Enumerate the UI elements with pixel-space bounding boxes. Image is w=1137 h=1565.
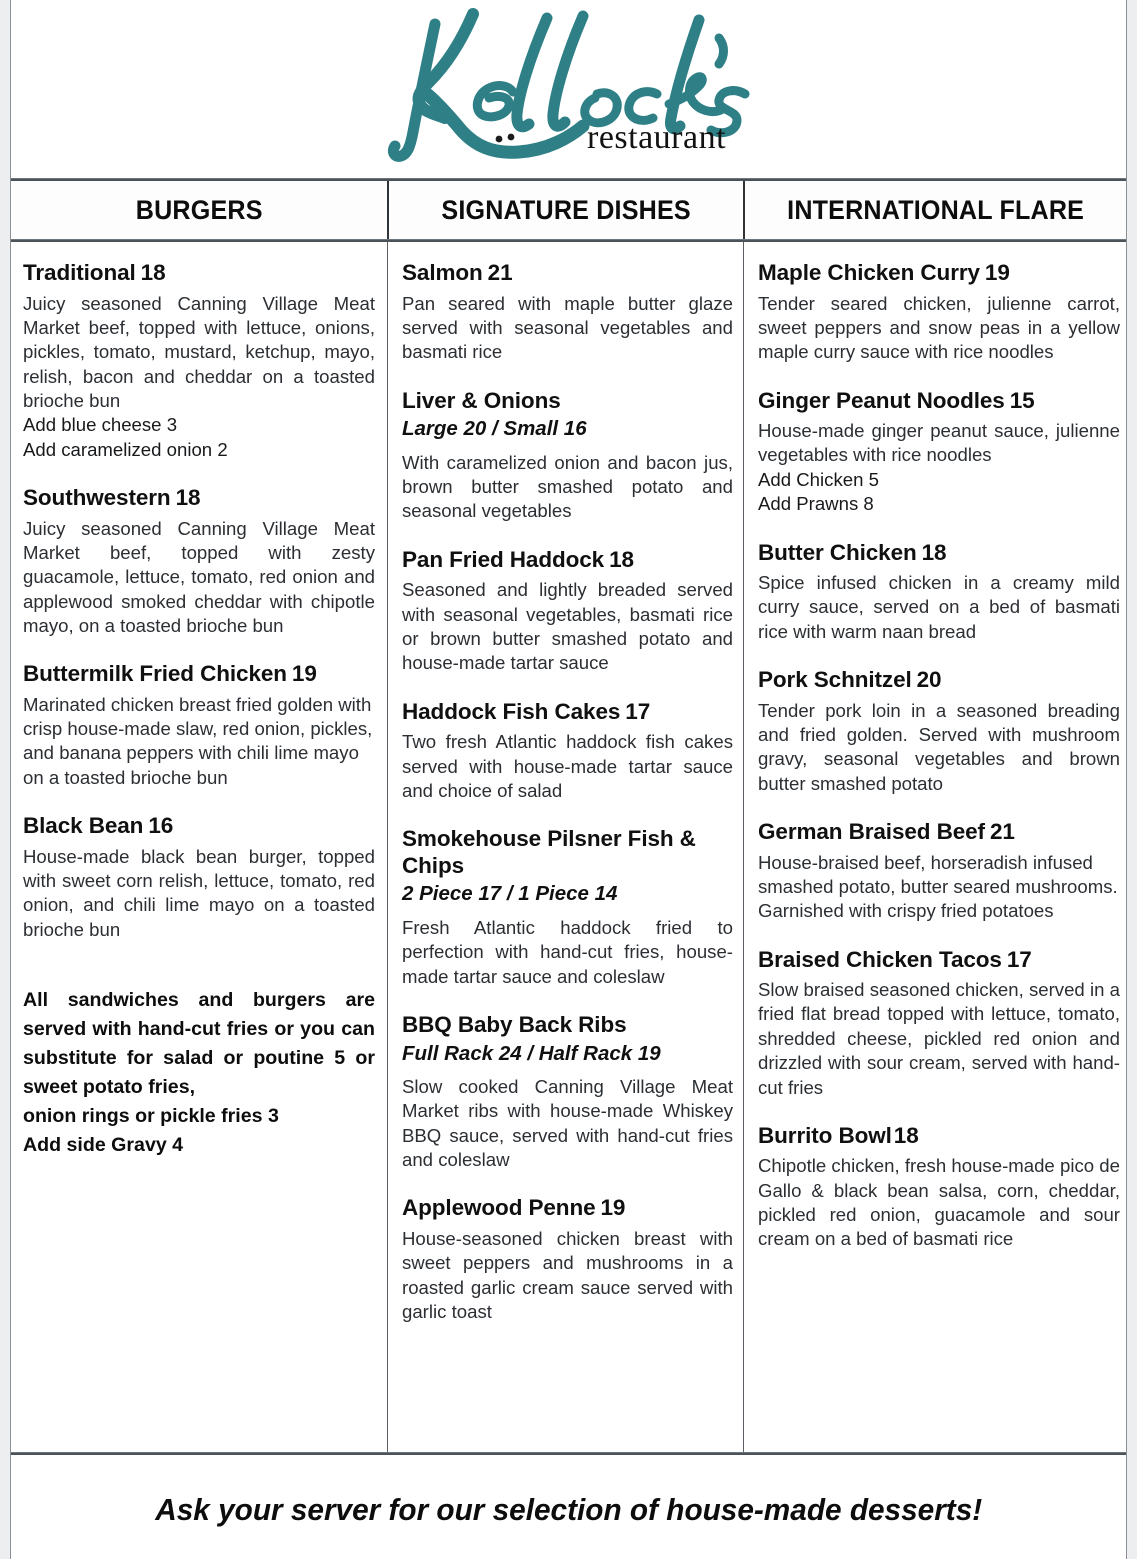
- menu-item: [758, 1123, 1120, 1252]
- menu-item-price: 17: [625, 698, 651, 724]
- menu-item-name: [758, 388, 1120, 415]
- category-title: SIGNATURE DISHES: [441, 194, 691, 225]
- menu-item-title: Southwestern: [23, 484, 171, 510]
- menu-item-addon: Add Prawns 8: [758, 493, 874, 515]
- menu-item-description: House-made ginger peanut sauce, julienne vegetables with rice noodles: [758, 420, 1120, 466]
- menu-item-title: Pork Schnitzel: [758, 667, 912, 693]
- menu-item-price: 18: [175, 484, 201, 510]
- menu-item-description: Two fresh Atlantic haddock fish cakes served with house-made tartar sauce and choice of salad: [402, 731, 733, 801]
- menu-item: [23, 661, 375, 790]
- menu-item-description: Spice infused chicken in a creamy mild curry sauce, served on a bed of basmati rice with warm naan bread: [758, 572, 1120, 642]
- menu-item-title: Traditional: [23, 260, 136, 285]
- menu-item-price: 18: [893, 1122, 919, 1148]
- menu-item-name: [758, 260, 1120, 287]
- menu-item-description: Tender pork loin in a seasoned breading and fried golden. Served with mushroom gravy, seasonal vegetables and brown butter smashed potato: [758, 699, 1120, 794]
- menu-item: [402, 260, 733, 365]
- category-title: BURGERS: [135, 194, 263, 225]
- kellocks-logo-icon: [369, 2, 769, 174]
- menu-item: [402, 388, 733, 524]
- menu-item-title: Smokehouse Pilsner Fish & Chips: [402, 826, 696, 878]
- menu-item-description: Seasoned and lightly breaded served with seasonal vegetables, basmati rice or brown butter smashed potato and house-made tartar sauce: [402, 579, 733, 674]
- menu-item-name: [758, 947, 1120, 974]
- category-header-international-flare: [743, 181, 1126, 239]
- menu-item-description: House-made black bean burger, topped with sweet corn relish, lettuce, tomato, red onion, and chili lime mayo on a toasted brioche bun: [23, 845, 375, 940]
- menu-item: [758, 947, 1120, 1100]
- menu-item-description: Marinated chicken breast fried golden with crisp house-made slaw, red onion, pickles, and banana peppers with chili lime mayo on a toasted brioche bun: [23, 693, 373, 788]
- category-header-row: [11, 181, 1126, 239]
- menu-item-description: With caramelized onion and bacon jus, brown butter smashed potato and seasonal vegetables: [402, 451, 733, 522]
- menu-item: [402, 699, 733, 804]
- menu-item-price: 18: [609, 546, 634, 572]
- menu-item-price: 19: [600, 1195, 626, 1221]
- menu-item-description: House-braised beef, horseradish infused smashed potato, butter seared mushrooms. Garnished with crispy fried potatoes: [758, 851, 1118, 922]
- menu-item-description: Slow cooked Canning Village Meat Market ribs with house-made Whiskey BBQ sauce, served with hand-cut fries and coleslaw: [402, 1076, 733, 1171]
- menu-item: [402, 826, 733, 989]
- menu-item-description: House-seasoned chicken breast with sweet peppers and mushrooms in a roasted garlic cream sauce served with garlic toast: [402, 1228, 733, 1323]
- menu-item-title: Maple Chicken Curry: [758, 260, 980, 285]
- menu-item: [23, 813, 375, 942]
- menu-item-title: German Braised Beef: [758, 819, 985, 844]
- menu-item-description: Slow braised seasoned chicken, served in a fried flat bread topped with lettuce, tomato, shredded cheese, pickled red onion and drizzled with sour cream, served with hand-cut fries: [758, 979, 1120, 1098]
- menu-body: [11, 242, 1126, 1452]
- menu-item-title: Ginger Peanut Noodles: [758, 387, 1005, 413]
- menu-item-price-options: Full Rack 24 / Half Rack 19: [402, 1041, 661, 1065]
- menu-item: [758, 260, 1120, 365]
- menu-column-international-flare: [743, 242, 1126, 1452]
- menu-item-description: Juicy seasoned Canning Village Meat Market beef, topped with zesty guacamole, lettuce, tomato, red onion and applewood smoked cheddar with chipotle mayo, on a toasted brioche bun: [23, 517, 375, 636]
- menu-item-name: [402, 1195, 733, 1222]
- menu-item-title: Burrito Bowl: [758, 1122, 892, 1148]
- menu-item-name: [402, 260, 733, 287]
- menu-item-name: [23, 661, 375, 688]
- menu-item-name: [758, 667, 1120, 694]
- menu-item-title: Braised Chicken Tacos: [758, 946, 1002, 972]
- menu-item: [758, 819, 1120, 924]
- menu-item-description: Pan seared with maple butter glaze served with seasonal vegetables and basmati rice: [402, 292, 733, 363]
- logo-band: [11, 0, 1126, 178]
- menu-sheet: [10, 0, 1127, 1559]
- menu-item-price: 19: [984, 260, 1010, 285]
- menu-item-title: Applewood Penne: [402, 1195, 596, 1221]
- menu-item-price: 21: [989, 819, 1015, 844]
- menu-item-addon: Add blue cheese 3: [23, 414, 178, 436]
- burgers-sides-note-tail: onion rings or pickle fries 3 Add side Gravy 4: [23, 1105, 279, 1156]
- menu-item-price: 16: [148, 813, 174, 839]
- menu-item: [402, 547, 733, 676]
- menu-column-burgers: [11, 242, 387, 1452]
- menu-item-name: [402, 699, 733, 726]
- menu-item-name: [402, 826, 733, 879]
- menu-item-price: 20: [916, 667, 942, 693]
- menu-item-name: [402, 388, 733, 415]
- burgers-sides-note: [23, 986, 375, 1160]
- page-gutter-left: [0, 0, 10, 1559]
- menu-item: [23, 485, 375, 638]
- category-title: INTERNATIONAL FLARE: [787, 194, 1084, 225]
- menu-item-price: 17: [1006, 946, 1032, 972]
- menu-item-description: Juicy seasoned Canning Village Meat Market beef, topped with lettuce, onions, pickles, tomato, mustard, ketchup, mayo, relish, bacon and cheddar on a toasted brioche bun: [23, 292, 375, 411]
- menu-item: [402, 1012, 733, 1173]
- menu-item-title: Salmon: [402, 260, 483, 285]
- burgers-sides-note-main: All sandwiches and burgers are served with hand-cut fries or you can substitute for salad or poutine 5 or sweet potato fries,: [23, 989, 375, 1099]
- menu-item-description: Chipotle chicken, fresh house-made pico de Gallo & black bean salsa, corn, cheddar, pickled red onion, guacamole and sour cream on a bed of basmati rice: [758, 1155, 1120, 1250]
- menu-item-price: 18: [140, 260, 166, 285]
- menu-item-price-options: Large 20 / Small 16: [402, 417, 587, 441]
- page-gutter-right: [1127, 0, 1137, 1559]
- menu-item-name: [23, 813, 375, 840]
- menu-item: [758, 667, 1120, 796]
- svg-text:restaurant: restaurant: [586, 119, 726, 156]
- menu-item-title: Pan Fried Haddock: [402, 546, 605, 572]
- menu-item-name: [23, 485, 375, 512]
- menu-item: [758, 540, 1120, 645]
- menu-item-title: Butter Chicken: [758, 539, 917, 565]
- menu-item-price: 21: [487, 260, 513, 285]
- dessert-note: Ask your server for our selection of house-made desserts!: [155, 1492, 982, 1527]
- menu-item: [402, 1195, 733, 1324]
- menu-item: [23, 260, 375, 462]
- menu-item-addon: Add caramelized onion 2: [23, 438, 228, 460]
- menu-item-price-options: 2 Piece 17 / 1 Piece 14: [402, 882, 618, 906]
- menu-column-signature-dishes: [387, 242, 743, 1452]
- menu-item-title: Haddock Fish Cakes: [402, 698, 621, 724]
- menu-item-name: [758, 540, 1120, 567]
- menu-item-name: [758, 1123, 1120, 1150]
- menu-item-name: [23, 260, 375, 287]
- menu-item-addon: Add Chicken 5: [758, 468, 879, 490]
- category-header-burgers: [11, 181, 387, 239]
- category-header-signature-dishes: [387, 181, 743, 239]
- restaurant-logo: [369, 2, 769, 174]
- menu-item-title: Liver & Onions: [402, 387, 561, 413]
- menu-item-title: Black Bean: [23, 813, 144, 839]
- menu-item: [758, 388, 1120, 517]
- menu-item-price: 15: [1009, 387, 1035, 413]
- menu-item-price: 18: [921, 539, 947, 565]
- menu-item-name: [758, 819, 1120, 846]
- menu-item-title: Buttermilk Fried Chicken: [23, 661, 287, 687]
- menu-item-name: [402, 1012, 733, 1039]
- menu-item-price: 19: [291, 661, 317, 687]
- menu-item-name: [402, 547, 733, 574]
- menu-item-description: Tender seared chicken, julienne carrot, sweet peppers and snow peas in a yellow maple curry sauce with rice noodles: [758, 292, 1120, 363]
- menu-item-description: Fresh Atlantic haddock fried to perfection with hand-cut fries, house-made tartar sauce and coleslaw: [402, 916, 733, 987]
- menu-item-title: BBQ Baby Back Ribs: [402, 1011, 627, 1037]
- footer-band: [11, 1455, 1126, 1565]
